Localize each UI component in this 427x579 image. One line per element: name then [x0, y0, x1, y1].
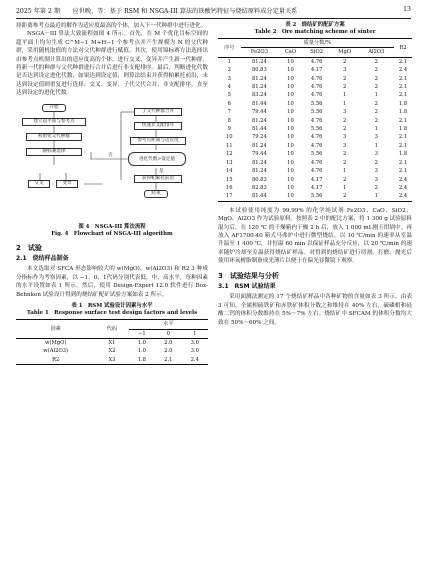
table-cell: 2 — [374, 58, 378, 65]
running-header — [16, 6, 411, 19]
table-cell: 1 — [374, 92, 378, 99]
table-cell: 81.24 — [251, 117, 267, 124]
table-header: R2 — [399, 44, 407, 51]
table-header: 水平 — [129, 320, 208, 329]
table-cell: 4.17 — [310, 184, 323, 191]
table-cell: w(MgO) — [44, 339, 67, 346]
flow-init-refpoints: 建立超平面与参考点 — [22, 118, 86, 126]
table-cell: 2.1 — [398, 142, 408, 149]
table-row — [16, 356, 208, 365]
table-cell: 3 — [374, 134, 378, 141]
table2-caption: 表 2 烧结矿的配矿方案 — [285, 22, 345, 28]
table-cell: 79.24 — [251, 134, 267, 141]
table-cell: 1 — [374, 193, 378, 200]
section-heading: 2 试验 — [16, 243, 42, 252]
table-cell: 1.8 — [398, 151, 408, 158]
table-header: MgO — [338, 49, 352, 56]
table-cell: 2 — [374, 100, 378, 107]
table-cell: 81.44 — [251, 193, 267, 200]
table-cell: 2.1 — [398, 134, 408, 141]
table-cell: 4.76 — [310, 159, 323, 166]
table-cell: 13 — [226, 159, 233, 166]
table-header: SiO2 — [310, 49, 324, 56]
table-cell: 2 — [342, 176, 347, 183]
table-cell: 2.1 — [398, 75, 408, 82]
table-header: 代码 — [106, 325, 118, 332]
table-cell: 10 — [287, 126, 294, 133]
table-cell: 81.24 — [251, 75, 267, 82]
table-row — [218, 75, 412, 83]
table-cell: 2.0 — [164, 339, 173, 346]
flow-merge: 子父代种群合并 — [134, 108, 182, 116]
table-row — [218, 176, 412, 184]
table-cell: 14 — [226, 168, 233, 175]
table-cell: 5.56 — [310, 100, 323, 107]
table-row — [218, 57, 412, 66]
table-cell: 2.4 — [398, 184, 408, 191]
table-cell: 2 — [342, 193, 347, 200]
flow-reference-fitness: 参考点距离与适应度 — [130, 137, 186, 145]
table-cell: 5 — [227, 92, 231, 99]
flow-yes-label: 是 — [159, 168, 164, 174]
table-cell: 6 — [227, 100, 231, 107]
paragraph: 择距离参考点最近的解作为适应度最高的个体，加入下一代种群中进行进化。 — [16, 23, 207, 29]
table-header: 1 — [193, 330, 197, 337]
table-row — [218, 184, 412, 192]
figure-caption: 图 4 NSGA-III 算法流程 — [78, 223, 146, 230]
table-cell: 81.24 — [251, 168, 267, 175]
table-cell: 2 — [342, 151, 347, 158]
table-cell: 1.0 — [137, 339, 146, 346]
table-cell: 10 — [287, 176, 294, 183]
table-cell: 81.24 — [251, 58, 267, 65]
table-cell: 3 — [342, 67, 347, 74]
table-header: 因素 — [50, 325, 61, 332]
table-cell: 4.17 — [310, 67, 323, 74]
subsection-heading: 3.1 RSM 试验结果 — [218, 282, 276, 290]
table-cell: 2.1 — [398, 92, 408, 99]
table-row — [218, 159, 412, 167]
table-cell: 5.56 — [310, 109, 323, 116]
table-cell: 3.0 — [190, 339, 199, 346]
table-cell: 2 — [374, 184, 378, 191]
header-text: 2025 年第 2 期 应世晚，等：基于 RSM 和 NSGA-III 算法的铁酸钙特征与烧结原料成分定量关系 — [16, 8, 298, 15]
table-row — [218, 100, 412, 108]
paragraph: 采用面测法测定的 17 个烧结矿样品中各种矿物的含量如表 3 所示。由表 3 可知，全属相硫铁矿和赤铁矿体积分数之和维持在 40% 左右，硫磷相和硅酸二钙的体积分数维持在 5%～7% 左右。烧结矿中 SFCAM 的体积分数均大致在 50%～60% 之间。 — [218, 294, 412, 326]
table1-caption-en: Table 1 Response surface test design factors and levels — [26, 310, 198, 317]
table-cell: 5.56 — [310, 126, 323, 133]
flowchart — [16, 102, 208, 220]
table-row — [218, 192, 412, 201]
flow-no-label: 否 — [108, 152, 113, 158]
right-column — [218, 22, 412, 327]
table-header: Fe2O3 — [250, 49, 268, 56]
flow-end: 结束 — [144, 190, 168, 198]
table-cell: 10 — [287, 84, 294, 91]
figure-caption-en: Fig. 4 Flowchart of NSGA-III algorithm — [51, 230, 173, 237]
table-row — [218, 125, 412, 133]
table-cell: 2.1 — [398, 84, 408, 91]
table-cell: 2 — [342, 75, 347, 82]
table-cell: 15 — [226, 176, 233, 183]
table-cell: 82.83 — [251, 184, 267, 191]
table-cell: 81.24 — [251, 159, 267, 166]
table1-caption: 表 1 RSM 试验设计因素与水平 — [71, 303, 153, 310]
table-cell: X1 — [108, 339, 116, 346]
table-cell: 10 — [287, 168, 294, 175]
table-cell: 81.44 — [251, 126, 267, 133]
table-cell: 80.83 — [251, 176, 267, 183]
table-cell: 10 — [287, 184, 294, 191]
paragraph: 本文选取对 SFCA 形态影响较大的 w(MgO)、w(Al2O3) 和 R2 3 种成分指标作为考察因素，以 −1、0、1代码分别代表低、中、高水平，每种因素的水平设置如表 1 所示。然后，使用 Design-Expert 12.0 软件进行 Box-Behnken 试验设计得到的烧结矿配矿试验方案如表 2 所示。 — [16, 266, 208, 298]
table-cell: 2 — [374, 109, 378, 116]
table-cell: 2.0 — [164, 348, 173, 355]
table-cell: 2 — [342, 58, 347, 65]
table-cell: 2 — [342, 117, 347, 124]
flow-nondominated-sort: 快速非支配排序 — [134, 122, 182, 130]
table-cell: 1 — [342, 100, 347, 107]
table-cell: X2 — [108, 348, 116, 355]
table-cell: 2.1 — [398, 117, 408, 124]
subsection-heading: 2.1 烧结样品制备 — [16, 255, 69, 263]
flow-mutation: 变异 — [56, 180, 78, 188]
table-cell: 11 — [226, 142, 233, 149]
table-cell: 4.76 — [310, 75, 323, 82]
table-cell: 2 — [374, 84, 378, 91]
table-cell: 1 — [342, 184, 347, 191]
table-cell: 2.4 — [398, 176, 408, 183]
table-cell: 2.1 — [398, 168, 408, 175]
table-cell: 10 — [287, 159, 294, 166]
table-row — [218, 83, 412, 91]
table-cell: 4.76 — [310, 84, 323, 91]
table-cell: 2 — [342, 84, 347, 91]
table2-body — [218, 57, 412, 201]
table-cell: 2.4 — [398, 67, 408, 74]
table-header: 质量分数/% — [241, 39, 394, 48]
table-cell: 12 — [226, 151, 233, 158]
table-row — [218, 142, 412, 150]
table-row — [218, 167, 412, 175]
table-cell: 2 — [374, 67, 378, 74]
table-cell: 79.44 — [251, 109, 267, 116]
table-cell: 3 — [227, 75, 231, 82]
table-cell: 2 — [374, 75, 378, 82]
flow-init-population: 初始化父代种群 — [26, 133, 82, 141]
table-cell: 4 — [227, 84, 231, 91]
table-cell: 10 — [287, 151, 294, 158]
table-cell: 17 — [226, 193, 233, 200]
paragraph: NSGA－III 算法大致流程如图 4 所示。首先，在 M 个优化目标空间的超平面上均匀生成 C^M−1_M+H−1 个参考点并产生规模为 N 的父代种群，采用随机取值的方法对父代种群进行赋值。其次，使用锦标赛方法选择出由参考点机制计算出的适应度高的个体，进行交叉、变异并产生新一代种群，将新一代的种群与父代种群进行合并后进行非支配排序。最后，判断进化代数是否达到设定进化代数，如果达到设定值，则算法结束并获得帕累托前沿，未达到设定值则重复进行选择、交叉、变异、子代父代合并、非支配排序，直至达到设定的进化代数。 — [16, 31, 208, 97]
table-row — [218, 133, 412, 141]
table-cell: 83.24 — [251, 92, 267, 99]
table-cell: 4.76 — [310, 92, 323, 99]
table-cell: R2 — [52, 356, 60, 363]
flow-decision: 进化代数>设定值 — [128, 152, 186, 166]
table-cell: 5.56 — [310, 151, 323, 158]
table-cell: 1.8 — [398, 126, 408, 133]
section-heading: 3 试验结果与分析 — [218, 271, 279, 280]
table-cell: 1.8 — [137, 356, 146, 363]
table-cell: 2.4 — [190, 356, 199, 363]
flow-pareto-front: 获得帕累托前沿 — [134, 175, 182, 183]
table-header: −1 — [138, 330, 146, 337]
flow-crossover: 交叉 — [28, 180, 50, 188]
table-cell: 10 — [287, 92, 294, 99]
table-cell: 4.17 — [310, 176, 323, 183]
table-cell: 1 — [374, 142, 378, 149]
table-cell: 2.4 — [398, 193, 408, 200]
table-cell: 4.76 — [310, 58, 323, 65]
table-row — [218, 91, 412, 99]
flow-start: 开始 — [42, 104, 66, 112]
table-cell: 2 — [342, 126, 347, 133]
table-cell: 81.24 — [251, 84, 267, 91]
table-cell: 3 — [374, 151, 378, 158]
table-cell: 9 — [227, 126, 231, 133]
table-cell: 8 — [227, 117, 231, 124]
table-cell: 4.76 — [310, 142, 323, 149]
table-cell: 2 — [374, 117, 378, 124]
table-cell: 81.44 — [251, 100, 267, 107]
table-cell: 1 — [227, 58, 231, 65]
table-cell: 1 — [374, 126, 378, 133]
table-cell: 16 — [226, 184, 233, 191]
table-cell: 10 — [287, 100, 294, 107]
table-row — [16, 347, 208, 355]
table-cell: 3.0 — [190, 348, 199, 355]
table-cell: 81.24 — [251, 142, 267, 149]
table2 — [218, 38, 412, 202]
table-cell: 1.0 — [137, 348, 146, 355]
flow-tournament-selection: 锦标赛选择 — [26, 148, 82, 156]
table-row — [218, 117, 412, 125]
table-cell: 80.83 — [251, 67, 267, 74]
table-cell: 1 — [342, 92, 347, 99]
table-cell: 10 — [287, 109, 294, 116]
table-cell: 10 — [287, 117, 294, 124]
table-cell: 10 — [287, 58, 294, 65]
table-cell: 2.1 — [164, 356, 173, 363]
left-column — [16, 22, 208, 365]
table-cell: 10 — [287, 75, 294, 82]
table-cell: 4.76 — [310, 117, 323, 124]
table-cell: 2 — [342, 159, 347, 166]
table-cell: 3 — [342, 109, 347, 116]
table-cell: 79.44 — [251, 151, 267, 158]
table-cell: 1 — [342, 168, 347, 175]
table-cell: 2.1 — [398, 159, 408, 166]
table-cell: 4.76 — [310, 134, 323, 141]
table-row — [218, 150, 412, 158]
table-header: 序号 — [224, 44, 235, 51]
table-cell: 3 — [374, 176, 378, 183]
table-cell: 3 — [374, 168, 378, 175]
paragraph: 本试验使用纯度为 99.99% 的化学纯试剂 Fe2O3、CaO、SiO2、MgO、Al2O3 作为试验原料。按照表 2 中的配比方案，将 1 300 g 试验原料混匀后，在 120 ℃ 的干燥箱内干燥 2 h 后，放入 1 000 mL刚玉坩埚中。再放入 AF1700-40 箱式马弗炉中进行微型烧结，以 10 ℃/min 的速率从室温升温至 1 400 ℃，并恒温 60 min 以保证样品充分反应，以 20 ℃/min 的速率随炉冷却至室温获得烧结矿样品。对得到的烧结矿进行切割、打磨、抛光后使用环氧树脂制备成光薄片以便于在偏光显微镜下观察。 — [218, 207, 412, 265]
table-cell: 1.8 — [398, 100, 408, 107]
table-cell: w(Al2O3) — [43, 348, 69, 355]
table-cell: 10 — [287, 134, 294, 141]
table-cell: 2.1 — [398, 58, 408, 65]
table-cell: 2 — [374, 159, 378, 166]
table-cell: 10 — [287, 142, 294, 149]
table-cell: 10 — [287, 67, 294, 74]
table1 — [16, 319, 208, 365]
table2-caption-en: Table 2 Ore matching scheme of sinter — [254, 29, 376, 35]
table-header: Al2O3 — [368, 49, 385, 56]
table-cell: 5.56 — [310, 193, 323, 200]
table-cell: X3 — [108, 356, 116, 363]
table-row — [16, 338, 208, 347]
table-cell: 7 — [227, 109, 231, 116]
page-number: 13 — [403, 6, 411, 13]
table-cell: 10 — [287, 193, 294, 200]
table-cell: 3 — [342, 142, 347, 149]
table-cell: 2 — [227, 67, 231, 74]
table-cell: 1.8 — [398, 109, 408, 116]
table-row — [218, 108, 412, 116]
table-cell: 3 — [342, 134, 347, 141]
table-header: 0 — [166, 330, 170, 337]
table-cell: 4.76 — [310, 168, 323, 175]
table-header: CaO — [284, 49, 297, 56]
table-cell: 10 — [226, 134, 233, 141]
table-row — [218, 66, 412, 74]
